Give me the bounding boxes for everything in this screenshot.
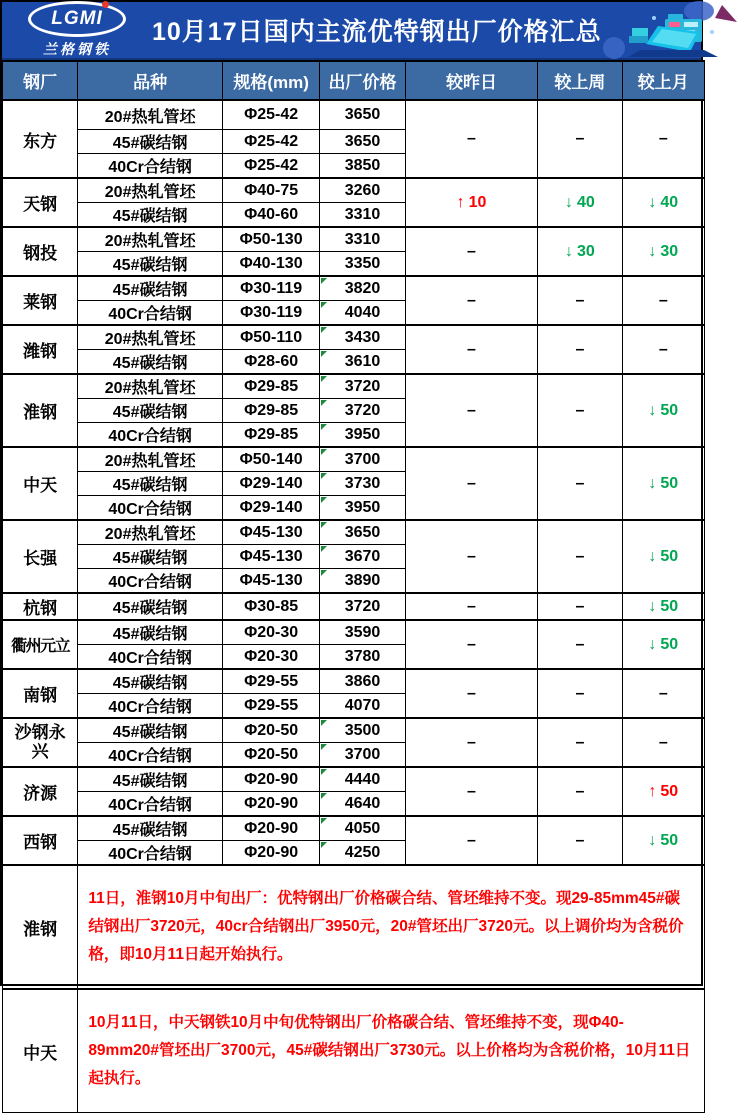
no-change-dash: – bbox=[575, 684, 585, 702]
vs-yesterday-cell bbox=[405, 669, 538, 718]
price-cell: 3850 bbox=[320, 154, 405, 179]
vs-yesterday-cell bbox=[405, 767, 538, 816]
down-arrow-icon: ↓ 50 bbox=[648, 401, 679, 419]
mill-name-cell: 淮钢 bbox=[3, 374, 78, 447]
no-change-dash: – bbox=[575, 291, 585, 309]
change-value: 50 bbox=[660, 474, 679, 492]
mill-name-cell: 潍钢 bbox=[3, 325, 78, 374]
variety-cell: 20#热轧管坯 bbox=[78, 100, 223, 130]
spec-cell: Φ29-140 bbox=[222, 472, 319, 496]
change-value: 50 bbox=[660, 547, 679, 565]
price-row bbox=[3, 325, 705, 350]
no-change-dash: – bbox=[575, 340, 585, 358]
spec-cell: Φ45-130 bbox=[222, 545, 319, 569]
col-header-variety: 品种 bbox=[78, 61, 223, 100]
variety-cell: 45#碳结钢 bbox=[78, 276, 223, 301]
down-arrow-icon: ↓ 40 bbox=[648, 193, 679, 211]
vs-last-week-cell bbox=[538, 718, 622, 767]
spec-cell: Φ20-30 bbox=[222, 620, 319, 645]
vs-last-month-cell bbox=[622, 374, 704, 447]
variety-cell: 45#碳结钢 bbox=[78, 718, 223, 743]
variety-cell: 40Cr合结钢 bbox=[78, 569, 223, 594]
price-row bbox=[3, 620, 705, 645]
spec-cell: Φ30-85 bbox=[222, 593, 319, 620]
variety-cell: 45#碳结钢 bbox=[78, 620, 223, 645]
up-arrow-icon: ↑ 50 bbox=[648, 782, 679, 800]
price-row bbox=[3, 767, 705, 792]
vs-last-month-cell bbox=[622, 767, 704, 816]
price-row bbox=[3, 669, 705, 694]
price-cell: 3650 bbox=[320, 520, 405, 545]
mill-name-cell: 杭钢 bbox=[3, 593, 78, 620]
price-row bbox=[3, 593, 705, 620]
down-arrow-icon: ↓ 40 bbox=[565, 193, 595, 211]
price-cell: 3670 bbox=[320, 545, 405, 569]
down-arrow-icon: ↓ 50 bbox=[648, 547, 679, 565]
spec-cell: Φ28-60 bbox=[222, 350, 319, 375]
logo-red-dot-icon bbox=[102, 1, 109, 8]
mill-name-cell bbox=[3, 718, 78, 767]
variety-cell: 45#碳结钢 bbox=[78, 203, 223, 228]
variety-cell: 40Cr合结钢 bbox=[78, 743, 223, 768]
spec-cell: Φ20-90 bbox=[222, 841, 319, 866]
price-cell: 3950 bbox=[320, 423, 405, 448]
note-row bbox=[3, 989, 705, 1113]
mill-name-cell: 莱钢 bbox=[3, 276, 78, 325]
no-change-dash: – bbox=[658, 684, 668, 702]
no-change-dash: – bbox=[467, 291, 476, 309]
vs-yesterday-cell bbox=[405, 816, 538, 865]
price-cell: 3500 bbox=[320, 718, 405, 743]
col-header-price: 出厂价格 bbox=[320, 61, 405, 100]
price-table-body bbox=[3, 100, 705, 865]
price-cell: 4050 bbox=[320, 816, 405, 841]
price-row bbox=[3, 447, 705, 472]
change-value: 50 bbox=[660, 635, 679, 653]
price-cell: 3610 bbox=[320, 350, 405, 375]
vs-last-week-cell bbox=[538, 178, 622, 227]
note-mill-cell: 淮钢 bbox=[3, 865, 78, 989]
price-table-header bbox=[3, 61, 705, 100]
vs-yesterday-cell bbox=[405, 100, 538, 178]
price-cell: 3700 bbox=[320, 447, 405, 472]
notes-body bbox=[3, 865, 705, 1113]
variety-cell: 40Cr合结钢 bbox=[78, 792, 223, 817]
vs-yesterday-cell bbox=[405, 447, 538, 520]
price-row bbox=[3, 227, 705, 252]
no-change-dash: – bbox=[575, 597, 585, 615]
no-change-dash: – bbox=[658, 291, 668, 309]
price-cell: 3650 bbox=[320, 100, 405, 130]
vs-yesterday-cell bbox=[405, 520, 538, 593]
variety-cell: 20#热轧管坯 bbox=[78, 178, 223, 203]
no-change-dash: – bbox=[467, 547, 476, 565]
vs-yesterday-cell bbox=[405, 593, 538, 620]
up-arrow-icon: ↑ 10 bbox=[456, 193, 487, 211]
col-header-mill: 钢厂 bbox=[3, 61, 78, 100]
note-row bbox=[3, 865, 705, 989]
note-text-cell: 11日，淮钢10月中旬出厂：优特钢出厂价格碳合结、管坯维持不变。现29-85mm45#碳结钢出厂3720元，40cr合结钢出厂3950元，20#管坯出厂3720元。以上调价均为含税价格，即10月11日起开始执行。 bbox=[78, 865, 705, 989]
price-cell: 3720 bbox=[320, 399, 405, 423]
spec-cell: Φ29-85 bbox=[222, 399, 319, 423]
mill-name-cell: 东方 bbox=[3, 100, 78, 178]
variety-cell: 40Cr合结钢 bbox=[78, 645, 223, 670]
vs-last-week-cell bbox=[538, 669, 622, 718]
change-value: 40 bbox=[577, 193, 595, 211]
vs-last-week-cell bbox=[538, 325, 622, 374]
note-text-cell: 10月11日，中天钢铁10月中旬优特钢出厂价格碳合结、管坯维持不变，现Φ40-89mm20#管坯出厂3700元，45#碳结钢出厂3730元。以上价格均为含税价格，10月11日起执行。 bbox=[78, 989, 705, 1113]
down-arrow-icon: ↓ 30 bbox=[565, 242, 595, 260]
no-change-dash: – bbox=[575, 831, 585, 849]
spec-cell: Φ45-130 bbox=[222, 569, 319, 594]
col-header-vs-yesterday: 较昨日 bbox=[405, 61, 538, 100]
no-change-dash: – bbox=[575, 474, 585, 492]
price-cell: 3860 bbox=[320, 669, 405, 694]
change-value: 30 bbox=[577, 242, 595, 260]
spec-cell: Φ40-60 bbox=[222, 203, 319, 228]
down-arrow-icon: ↓ 30 bbox=[648, 242, 679, 260]
price-row bbox=[3, 718, 705, 743]
spec-cell: Φ25-42 bbox=[222, 130, 319, 154]
vs-last-month-cell bbox=[622, 276, 704, 325]
change-value: 30 bbox=[660, 242, 679, 260]
vs-last-month-cell bbox=[622, 718, 704, 767]
vs-last-week-cell bbox=[538, 593, 622, 620]
spec-cell: Φ29-140 bbox=[222, 496, 319, 521]
price-cell: 3720 bbox=[320, 593, 405, 620]
change-value: 50 bbox=[660, 831, 679, 849]
vs-last-month-cell bbox=[622, 325, 704, 374]
mill-name-cell: 南钢 bbox=[3, 669, 78, 718]
no-change-dash: – bbox=[467, 733, 476, 751]
header-row bbox=[3, 61, 705, 100]
spec-cell: Φ30-119 bbox=[222, 301, 319, 326]
price-cell: 3950 bbox=[320, 496, 405, 521]
no-change-dash: – bbox=[467, 130, 476, 147]
spec-cell: Φ40-75 bbox=[222, 178, 319, 203]
price-cell: 3820 bbox=[320, 276, 405, 301]
spec-cell: Φ29-55 bbox=[222, 669, 319, 694]
price-cell: 3730 bbox=[320, 472, 405, 496]
price-row bbox=[3, 100, 705, 130]
variety-cell: 45#碳结钢 bbox=[78, 399, 223, 423]
no-change-dash: – bbox=[467, 831, 476, 849]
logo-text: LGMI bbox=[51, 8, 103, 29]
spec-cell: Φ50-110 bbox=[222, 325, 319, 350]
note-mill-cell: 中天 bbox=[3, 989, 78, 1113]
down-arrow-icon: ↓ 50 bbox=[648, 635, 679, 653]
spec-cell: Φ20-90 bbox=[222, 816, 319, 841]
spec-cell: Φ20-50 bbox=[222, 743, 319, 768]
spec-cell: Φ20-90 bbox=[222, 792, 319, 817]
spec-cell: Φ20-50 bbox=[222, 718, 319, 743]
no-change-dash: – bbox=[575, 782, 585, 800]
vs-last-week-cell bbox=[538, 520, 622, 593]
price-table bbox=[2, 60, 705, 1113]
no-change-dash: – bbox=[467, 340, 476, 358]
spec-cell: Φ29-85 bbox=[222, 423, 319, 448]
variety-cell: 45#碳结钢 bbox=[78, 669, 223, 694]
vs-last-month-cell bbox=[622, 620, 704, 669]
vs-last-month-cell bbox=[622, 520, 704, 593]
no-change-dash: – bbox=[575, 547, 585, 565]
vs-yesterday-cell bbox=[405, 718, 538, 767]
variety-cell: 40Cr合结钢 bbox=[78, 423, 223, 448]
spec-cell: Φ20-90 bbox=[222, 767, 319, 792]
brand-logo bbox=[2, 1, 152, 59]
vs-yesterday-cell bbox=[405, 227, 538, 276]
col-header-spec: 规格(mm) bbox=[222, 61, 319, 100]
change-value: 40 bbox=[660, 193, 679, 211]
spec-cell: Φ50-140 bbox=[222, 447, 319, 472]
mill-name-cell: 西钢 bbox=[3, 816, 78, 865]
no-change-dash: – bbox=[467, 684, 476, 702]
vs-last-month-cell bbox=[622, 593, 704, 620]
header-banner bbox=[2, 2, 701, 60]
mill-name-cell: 衢州元立 bbox=[3, 620, 78, 669]
change-value: 10 bbox=[468, 193, 487, 211]
variety-cell: 20#热轧管坯 bbox=[78, 520, 223, 545]
price-cell: 4640 bbox=[320, 792, 405, 817]
variety-cell: 45#碳结钢 bbox=[78, 350, 223, 375]
vs-last-month-cell bbox=[622, 669, 704, 718]
vs-last-month-cell bbox=[622, 816, 704, 865]
no-change-dash: – bbox=[467, 474, 476, 492]
vs-last-month-cell bbox=[622, 227, 704, 276]
logo-subtext: 兰格钢铁 bbox=[43, 41, 111, 57]
variety-cell: 20#热轧管坯 bbox=[78, 227, 223, 252]
col-header-vs-last-week: 较上周 bbox=[538, 61, 622, 100]
no-change-dash: – bbox=[467, 635, 476, 653]
down-arrow-icon: ↓ 50 bbox=[648, 831, 679, 849]
page-title: 10月17日国内主流优特钢出厂价格汇总 bbox=[152, 18, 602, 46]
mill-name-cell: 济源 bbox=[3, 767, 78, 816]
spec-cell: Φ25-42 bbox=[222, 154, 319, 179]
down-arrow-icon: ↓ 50 bbox=[648, 474, 679, 492]
price-cell: 3350 bbox=[320, 252, 405, 277]
variety-cell: 45#碳结钢 bbox=[78, 472, 223, 496]
no-change-dash: – bbox=[575, 401, 585, 419]
vs-last-week-cell bbox=[538, 276, 622, 325]
variety-cell: 45#碳结钢 bbox=[78, 816, 223, 841]
price-cell: 3780 bbox=[320, 645, 405, 670]
vs-last-week-cell bbox=[538, 374, 622, 447]
price-cell: 4070 bbox=[320, 694, 405, 719]
price-cell: 3650 bbox=[320, 130, 405, 154]
no-change-dash: – bbox=[575, 635, 585, 653]
spec-cell: Φ20-30 bbox=[222, 645, 319, 670]
variety-cell: 40Cr合结钢 bbox=[78, 694, 223, 719]
variety-cell: 40Cr合结钢 bbox=[78, 301, 223, 326]
no-change-dash: – bbox=[658, 733, 668, 751]
no-change-dash: – bbox=[467, 782, 476, 800]
no-change-dash: – bbox=[575, 130, 585, 147]
mill-name-cell: 中天 bbox=[3, 447, 78, 520]
spec-cell: Φ45-130 bbox=[222, 520, 319, 545]
variety-cell: 45#碳结钢 bbox=[78, 545, 223, 569]
no-change-dash: – bbox=[467, 401, 476, 419]
variety-cell: 45#碳结钢 bbox=[78, 767, 223, 792]
vs-last-week-cell bbox=[538, 100, 622, 178]
variety-cell: 40Cr合结钢 bbox=[78, 496, 223, 521]
spec-cell: Φ25-42 bbox=[222, 100, 319, 130]
vs-last-month-cell bbox=[622, 100, 704, 178]
mill-name-cell: 长强 bbox=[3, 520, 78, 593]
vs-yesterday-cell bbox=[405, 276, 538, 325]
vs-last-month-cell bbox=[622, 447, 704, 520]
price-cell: 3310 bbox=[320, 203, 405, 228]
price-cell: 4250 bbox=[320, 841, 405, 866]
variety-cell: 20#热轧管坯 bbox=[78, 447, 223, 472]
col-header-vs-last-month: 较上月 bbox=[622, 61, 704, 100]
vs-yesterday-cell bbox=[405, 620, 538, 669]
tech-illustration-icon bbox=[602, 2, 747, 58]
vs-yesterday-cell bbox=[405, 178, 538, 227]
vs-last-week-cell bbox=[538, 447, 622, 520]
no-change-dash: – bbox=[658, 340, 668, 358]
variety-cell: 45#碳结钢 bbox=[78, 593, 223, 620]
logo-ellipse bbox=[28, 1, 126, 37]
change-value: 50 bbox=[660, 401, 679, 419]
no-change-dash: – bbox=[467, 242, 476, 260]
spec-cell: Φ29-85 bbox=[222, 374, 319, 399]
mill-name-cell: 天钢 bbox=[3, 178, 78, 227]
price-row bbox=[3, 816, 705, 841]
variety-cell: 45#碳结钢 bbox=[78, 130, 223, 154]
price-cell: 3890 bbox=[320, 569, 405, 594]
price-row bbox=[3, 520, 705, 545]
vs-last-week-cell bbox=[538, 767, 622, 816]
variety-cell: 45#碳结钢 bbox=[78, 252, 223, 277]
change-value: 50 bbox=[660, 782, 679, 800]
change-value: 50 bbox=[660, 597, 679, 615]
variety-cell: 40Cr合结钢 bbox=[78, 154, 223, 179]
price-cell: 3590 bbox=[320, 620, 405, 645]
mill-name-cell: 钢投 bbox=[3, 227, 78, 276]
variety-cell: 20#热轧管坯 bbox=[78, 325, 223, 350]
no-change-dash: – bbox=[658, 130, 668, 147]
vs-last-week-cell bbox=[538, 227, 622, 276]
price-cell: 3310 bbox=[320, 227, 405, 252]
vs-yesterday-cell bbox=[405, 374, 538, 447]
spec-cell: Φ40-130 bbox=[222, 252, 319, 277]
price-cell: 3720 bbox=[320, 374, 405, 399]
vs-last-week-cell bbox=[538, 620, 622, 669]
no-change-dash: – bbox=[467, 597, 476, 615]
mill-name: 沙钢永兴 bbox=[14, 722, 66, 762]
price-cell: 4440 bbox=[320, 767, 405, 792]
down-arrow-icon: ↓ 50 bbox=[648, 597, 679, 615]
no-change-dash: – bbox=[575, 733, 585, 751]
variety-cell: 20#热轧管坯 bbox=[78, 374, 223, 399]
spec-cell: Φ50-130 bbox=[222, 227, 319, 252]
spec-cell: Φ30-119 bbox=[222, 276, 319, 301]
price-cell: 4040 bbox=[320, 301, 405, 326]
price-cell: 3430 bbox=[320, 325, 405, 350]
spec-cell: Φ29-55 bbox=[222, 694, 319, 719]
vs-yesterday-cell bbox=[405, 325, 538, 374]
vs-last-month-cell bbox=[622, 178, 704, 227]
variety-cell: 40Cr合结钢 bbox=[78, 841, 223, 866]
vs-last-week-cell bbox=[538, 816, 622, 865]
price-row bbox=[3, 276, 705, 301]
price-cell: 3700 bbox=[320, 743, 405, 768]
price-cell: 3260 bbox=[320, 178, 405, 203]
price-row bbox=[3, 374, 705, 399]
price-row bbox=[3, 178, 705, 203]
